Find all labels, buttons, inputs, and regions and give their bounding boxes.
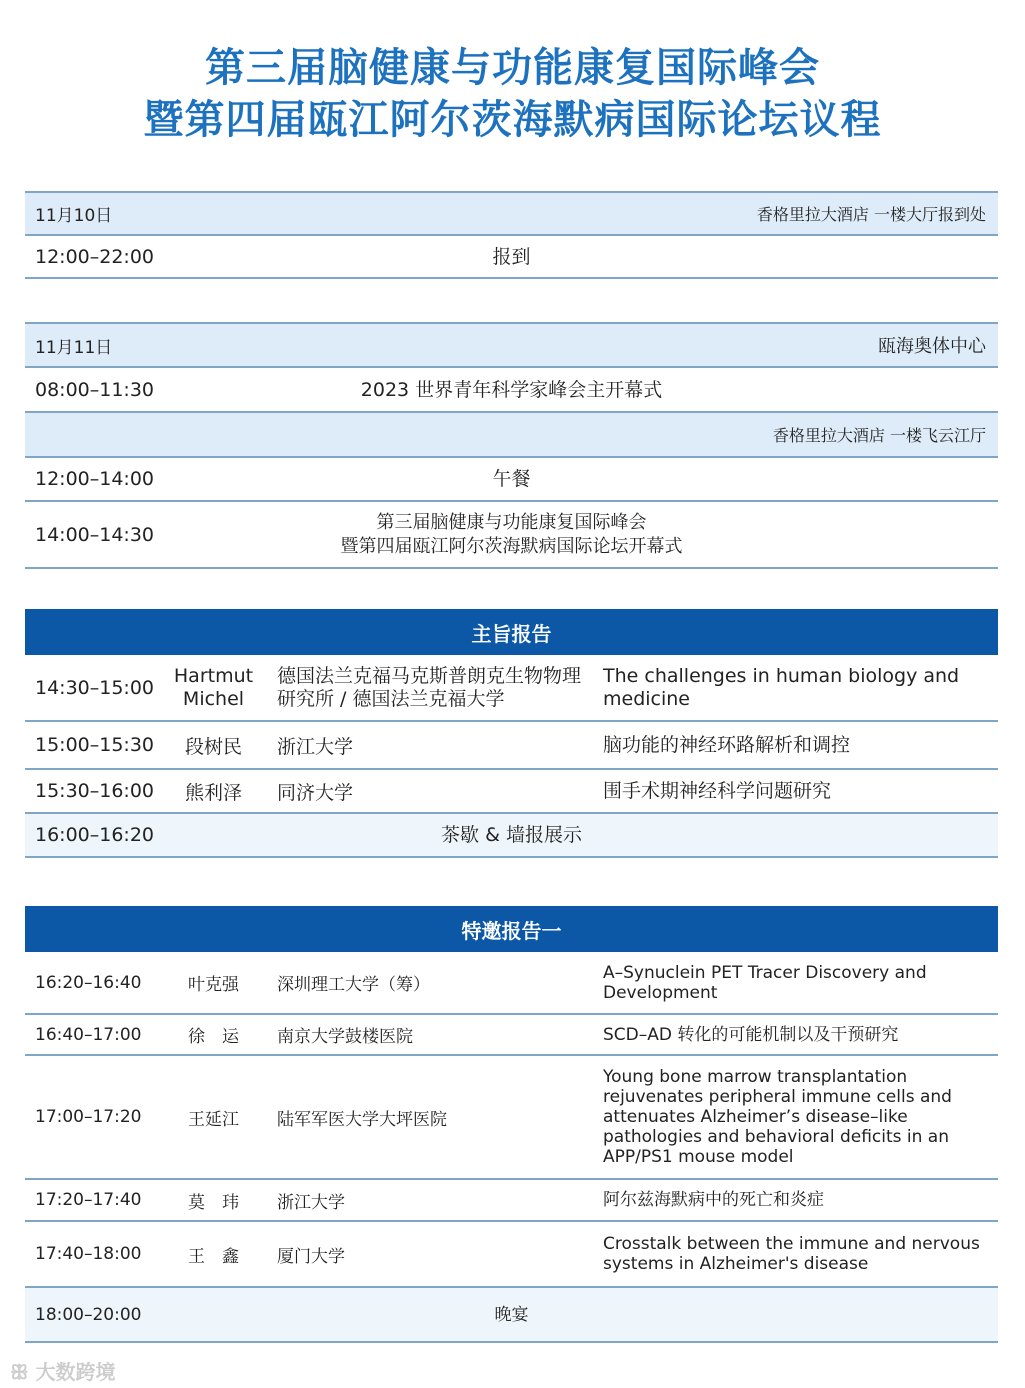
date-row — [25, 191, 998, 236]
topic: Crosstalk between the immune and nervous systems in Alzheimer's disease — [603, 1234, 980, 1274]
time: 14:00–14:30 — [35, 523, 155, 546]
event: 晚宴 — [494, 1304, 529, 1325]
event: 茶歇 & 墙报展示 — [441, 824, 582, 846]
speaker: 王 鑫 — [188, 1246, 239, 1267]
time: 08:00–11:30 — [35, 378, 155, 401]
institution: 浙江大学 — [277, 1192, 345, 1213]
date-row — [25, 322, 998, 368]
institution: 浙江大学 — [277, 735, 354, 758]
date: 11月11日 — [35, 337, 113, 358]
time: 12:00–22:00 — [35, 245, 155, 268]
time: 12:00–14:00 — [35, 468, 155, 490]
page-title-line2: 暨第四届瓯江阿尔茨海默病国际论坛议程 — [143, 97, 882, 143]
venue-row — [25, 413, 998, 458]
topic: A–Synuclein PET Tracer Discovery and Development — [603, 962, 927, 1003]
table-row — [25, 1180, 998, 1222]
institution: 陆军军医大学大坪医院 — [277, 1109, 447, 1130]
time: 15:00–15:30 — [35, 734, 155, 756]
event: 午餐 — [492, 468, 531, 490]
venue: 香格里拉大酒店 一楼飞云江厅 — [772, 426, 986, 445]
institution: 同济大学 — [277, 781, 354, 804]
time: 16:40–17:00 — [35, 1024, 142, 1045]
table-row — [25, 722, 998, 770]
table-row — [25, 458, 998, 502]
time: 18:00–20:00 — [35, 1304, 142, 1325]
table-row — [25, 655, 998, 722]
topic: Young bone marrow transplantation rejuvenates peripheral immune cells and attenuates Alzheimer’s disease–like pathologies and behavioral deficits in an APP/PS1 mouse model — [603, 1067, 952, 1167]
speaker: 莫 玮 — [188, 1192, 239, 1213]
day2-section — [25, 322, 998, 569]
speaker: Hartmut Michel — [173, 664, 254, 710]
time: 16:00–16:20 — [35, 824, 155, 846]
table-row — [25, 1056, 998, 1180]
table-row — [25, 368, 998, 413]
invited-section — [25, 906, 998, 1343]
speaker: 熊利泽 — [184, 781, 242, 804]
time: 17:40–18:00 — [35, 1244, 142, 1264]
time: 15:30–16:00 — [35, 780, 155, 802]
table-row — [25, 1015, 998, 1056]
table-row — [25, 502, 998, 569]
watermark-logo: ꕥ 大数跨境 — [10, 1360, 116, 1384]
institution: 德国法兰克福马克斯普朗克生物物理研究所 / 德国法兰克福大学 — [277, 664, 582, 710]
table-row — [25, 236, 998, 279]
institution: 厦门大学 — [277, 1246, 345, 1267]
section-header: 主旨报告 — [25, 609, 998, 655]
speaker: 段树民 — [184, 735, 242, 758]
speaker: 叶克强 — [188, 975, 239, 995]
event — [162, 511, 861, 559]
venue: 瓯海奥体中心 — [878, 336, 986, 357]
keynote-section — [25, 609, 998, 858]
topic: 阿尔兹海默病中的死亡和炎症 — [603, 1190, 824, 1210]
day1-section — [25, 191, 998, 279]
section-header: 特邀报告一 — [25, 906, 998, 952]
speaker: 徐 运 — [188, 1027, 239, 1047]
table-row — [25, 1222, 998, 1288]
break-row — [25, 814, 998, 858]
institution: 南京大学鼓楼医院 — [277, 1027, 413, 1047]
page-title-line1: 第三届脑健康与功能康复国际峰会 — [205, 45, 820, 91]
topic: SCD–AD 转化的可能机制以及干预研究 — [603, 1024, 899, 1045]
time: 17:20–17:40 — [35, 1190, 142, 1210]
topic: The challenges in human biology and medicine — [603, 664, 960, 710]
topic: 脑功能的神经环路解析和调控 — [603, 733, 851, 756]
time: 16:20–16:40 — [35, 972, 142, 993]
time: 14:30–15:00 — [35, 676, 155, 699]
event-line1: 第三届脑健康与功能康复国际峰会 — [376, 511, 647, 533]
event: 2023 世界青年科学家峰会主开幕式 — [360, 378, 663, 401]
event: 报到 — [492, 245, 531, 268]
venue: 香格里拉大酒店 一楼大厅报到处 — [756, 205, 986, 224]
dinner-row — [25, 1288, 998, 1343]
date: 11月10日 — [35, 206, 113, 226]
speaker: 王延江 — [188, 1109, 239, 1130]
table-row — [25, 952, 998, 1015]
table-row — [25, 770, 998, 814]
topic: 围手术期神经科学问题研究 — [603, 779, 832, 802]
institution: 深圳理工大学（筹） — [277, 975, 430, 995]
time: 17:00–17:20 — [35, 1107, 142, 1127]
event-line2: 暨第四届瓯江阿尔茨海默病国际论坛开幕式 — [340, 535, 683, 557]
watermark-text: 大数跨境 — [35, 1360, 116, 1384]
